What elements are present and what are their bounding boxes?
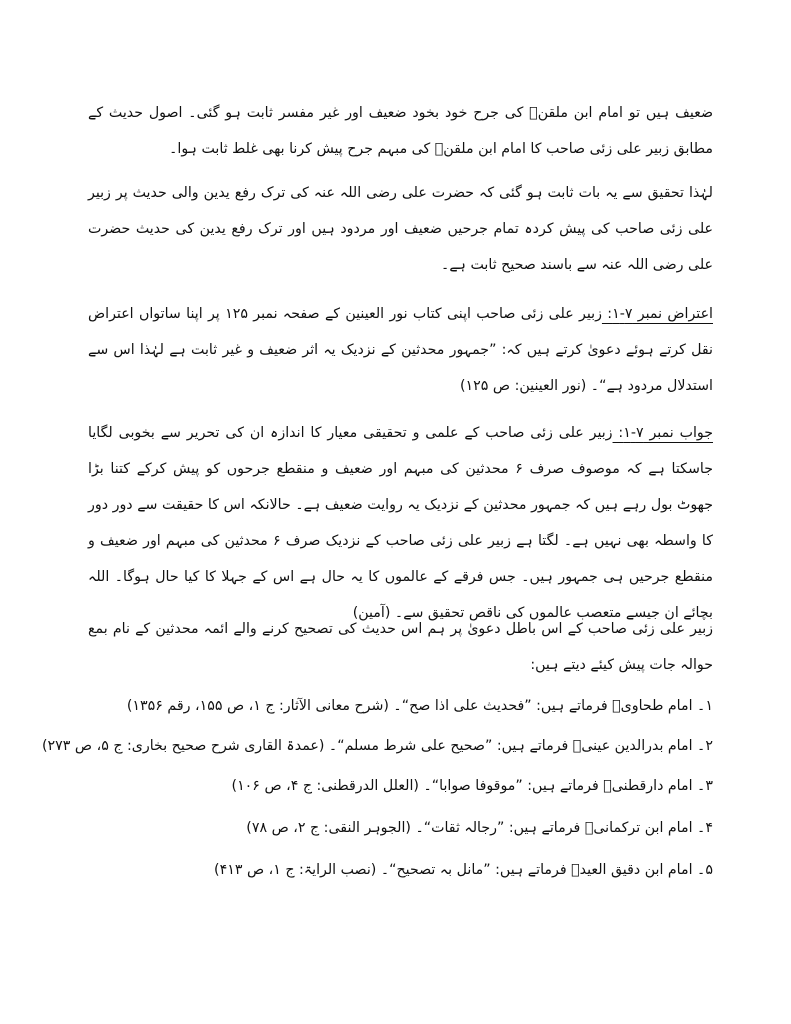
answer-text [88,415,713,631]
objection-label: اعتراض نمبر ۷-۱: [601,306,713,322]
objection-body: زبیر علی زئی صاحب اپنی کتاب نور العینین کے صفحہ نمبر ۱۲۵ پر اپنا ساتواں اعتراض نقل کرتے ہوئے دعویٰ کرتے ہیں کہ: ”جمہور محدثین کے نزدیک یہ اثر ضعیف و غیر ثابت ہے لہٰذا اس سے استدلال مردود ہے“۔ (نور العینین: ص ۱۲۵) [88,306,713,394]
paragraph-1 [88,95,713,167]
reference-3: ۳۔ امام دارقطنیؒ فرماتے ہیں: ”موقوفا صوابا“۔ (العلل الدرقطنی: ج ۴، ص ۱۰۶) [231,778,713,794]
answer-label: جواب نمبر ۷-۱: [612,425,713,441]
paragraph-2-text: لہٰذا تحقیق سے یہ بات ثابت ہو گئی کہ حضرت علی رضی اللہ عنہ کی ترک رفع یدین والی حدیث پر زبیر علی زئی صاحب کی پیش کردہ تمام جرحیں ضعیف اور مردود ہیں اور ترک رفع یدین کی حدیث حضرت علی رضی اللہ عنہ سے باسند صحیح ثابت ہے۔ [88,185,713,273]
paragraph-2 [88,175,713,283]
reference-4: ۴۔ امام ابن ترکمانیؒ فرماتے ہیں: ”رجالہ ثقات“۔ (الجوہر النقی: ج ۲، ص ۷۸) [246,820,713,836]
answer-paragraph [88,415,713,631]
reference-5: ۵۔ امام ابن دقیق العیدؒ فرماتے ہیں: ”مانل بہ تصحیح“۔ (نصب الرایۃ: ج ۱، ص ۴۱۳) [214,862,713,878]
objection-paragraph [88,296,713,404]
paragraph-5 [88,611,713,683]
answer-body: زبیر علی زئی صاحب کے علمی و تحقیقی معیار کا اندازہ ان کی تحریر سے بخوبی لگایا جاسکتا ہے کہ موصوف صرف ۶ محدثین کی مبہم اور ضعیف و منقطع جرحوں کو پیش کرکے کتنا بڑا جھوٹ بول رہے ہیں کہ جمہور محدثین کے نزدیک یہ روایت ضعیف ہے۔ حالانکہ اس کا حقیقت سے دور دور کا واسطہ بھی نہیں ہے۔ لگتا ہے زبیر علی زئی صاحب کے نزدیک صرف ۶ محدثین کی مبہم اور ضعیف و منقطع جرحیں ہی جمہور ہیں۔ جس فرقے کے عالموں کا یہ حال ہے اس کے جہلا کا کیا حال ہوگا۔ اللہ بچائے ان جیسے متعصب عالموں کی ناقص تحقیق سے۔ (آمین) [88,425,714,621]
paragraph-5-text: زبیر علی زئی صاحب کے اس باطل دعویٰ پر ہم اس حدیث کی تصحیح کرنے والے ائمہ محدثین کے نام بمع حوالہ جات پیش کیئے دیتے ہیں: [88,621,713,673]
paragraph-1-text: ضعیف ہیں تو امام ابن ملقنؒ کی جرح خود بخود ضعیف اور غیر مفسر ثابت ہو گئی۔ اصول حدیث کے مطابق زبیر علی زئی صاحب کا امام ابن ملقنؒ کی مبہم جرح پیش کرنا بھی غلط ثابت ہوا۔ [88,105,713,157]
reference-2: ۲۔ امام بدرالدین عینیؒ فرماتے ہیں: ”صحیح علی شرط مسلم“۔ (عمدۃ القاری شرح صحیح بخاری: ج ۵، ص ۲۷۳) [42,738,713,754]
reference-1: ۱۔ امام طحاویؒ فرماتے ہیں: ”فحدیث علی اذا صح“۔ (شرح معانی الآثار: ج ۱، ص ۱۵۵، رقم ۱۳۵۶) [126,698,713,714]
objection-text [88,296,713,404]
